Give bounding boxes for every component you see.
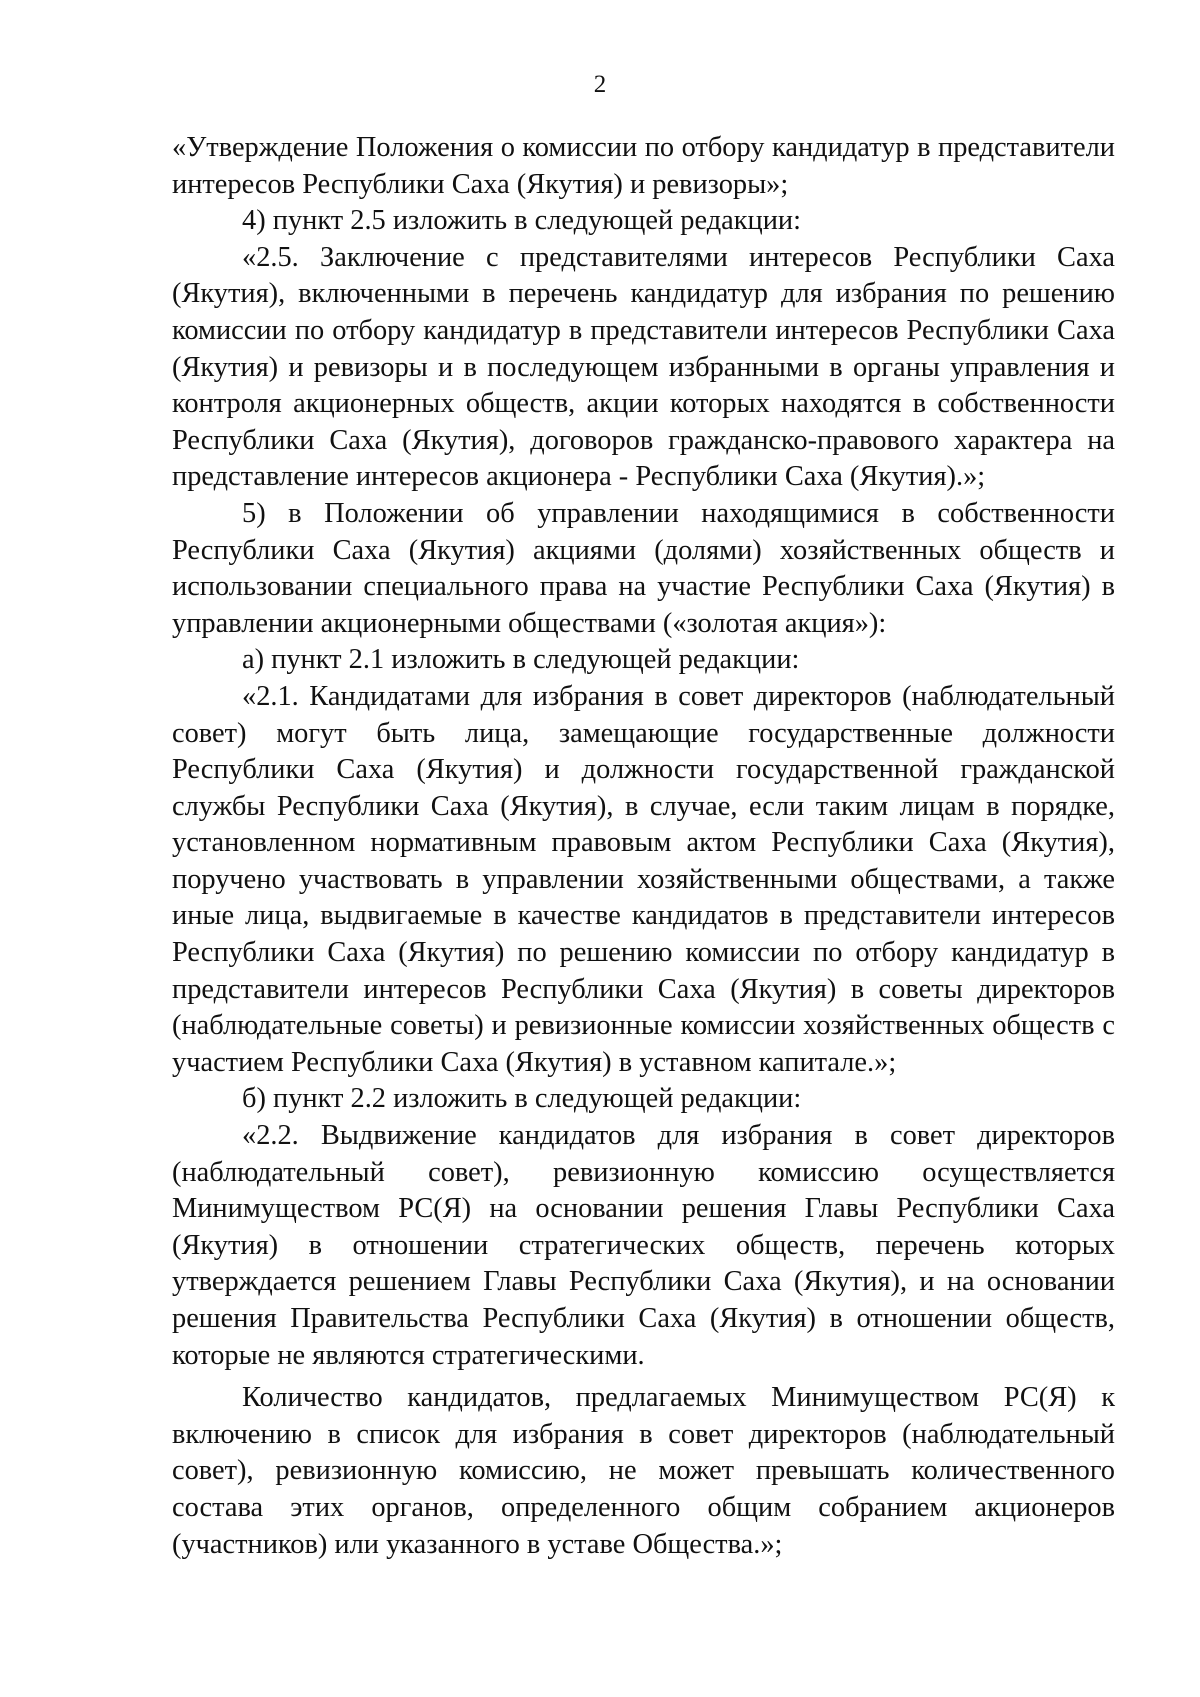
paragraph-clause-2-5: «2.5. Заключение с представителями интересов Республики Саха (Якутия), включенными в перечень кандидатур для избрания по решению комиссии по отбору кандидатур в представители интересов Республики Саха (Якутия) и ревизоры и в последующем избранными в органы управления и контроля акционерных обществ, акции которых находятся в собственности Республики Саха (Якутия), договоров гражданско-правового характера на представление интересов акционера - Республики Саха (Якутия).»; — [172, 241, 1115, 493]
paragraph-subitem-b: б) пункт 2.2 изложить в следующей редакции: — [242, 1083, 802, 1115]
paragraph-candidates-count: Количество кандидатов, предлагаемых Минимуществом РС(Я) к включению в список для избрания в совет директоров (наблюдательный совет), ревизионную комиссию, не может превышать количественного состава этих органов, определенного общим собранием акционеров (участников) или указанного в уставе Общества.»; — [172, 1382, 1115, 1560]
paragraph-item-4: 4) пункт 2.5 изложить в следующей редакции: — [242, 205, 801, 237]
paragraph-clause-2-2: «2.2. Выдвижение кандидатов для избрания в совет директоров (наблюдательный совет), ревизионную комиссию осуществляется Минимуществом РС(Я) на основании решения Главы Республики Саха (Якутия) в отношении стратегических обществ, перечень которых утверждается решением Главы Республики Саха (Якутия), и на основании решения Правительства Республики Саха (Якутия) в отношении обществ, которые не являются стратегическими. — [172, 1120, 1115, 1371]
document-body — [172, 130, 1115, 1563]
page-number: 2 — [593, 71, 607, 98]
paragraph-item-5: 5) в Положении об управлении находящимися в собственности Республики Саха (Якутия) акциями (долями) хозяйственных обществ и использовании специального права на участие Республики Саха (Якутия) в управлении акционерными обществами («золотая акция»): — [172, 497, 1115, 639]
paragraph-continuation: «Утверждение Положения о комиссии по отбору кандидатур в представители интересов Республики Саха (Якутия) и ревизоры»; — [172, 132, 1115, 200]
paragraph-clause-2-1: «2.1. Кандидатами для избрания в совет директоров (наблюдательный совет) могут быть лица, замещающие государственные должности Республики Саха (Якутия) и должности государственной гражданской службы Республики Саха (Якутия), в случае, если таким лицам в порядке, установленном нормативным правовым актом Республики Саха (Якутия), поручено участвовать в управлении хозяйственными обществами, а также иные лица, выдвигаемые в качестве кандидатов в представители интересов Республики Саха (Якутия) по решению комиссии по отбору кандидатур в представители интересов Республики Саха (Якутия) в советы директоров (наблюдательные советы) и ревизионные комиссии хозяйственных обществ с участием Республики Саха (Якутия) в уставном капитале.»; — [172, 680, 1115, 1078]
paragraph-subitem-a: а) пункт 2.1 изложить в следующей редакции: — [242, 644, 800, 676]
